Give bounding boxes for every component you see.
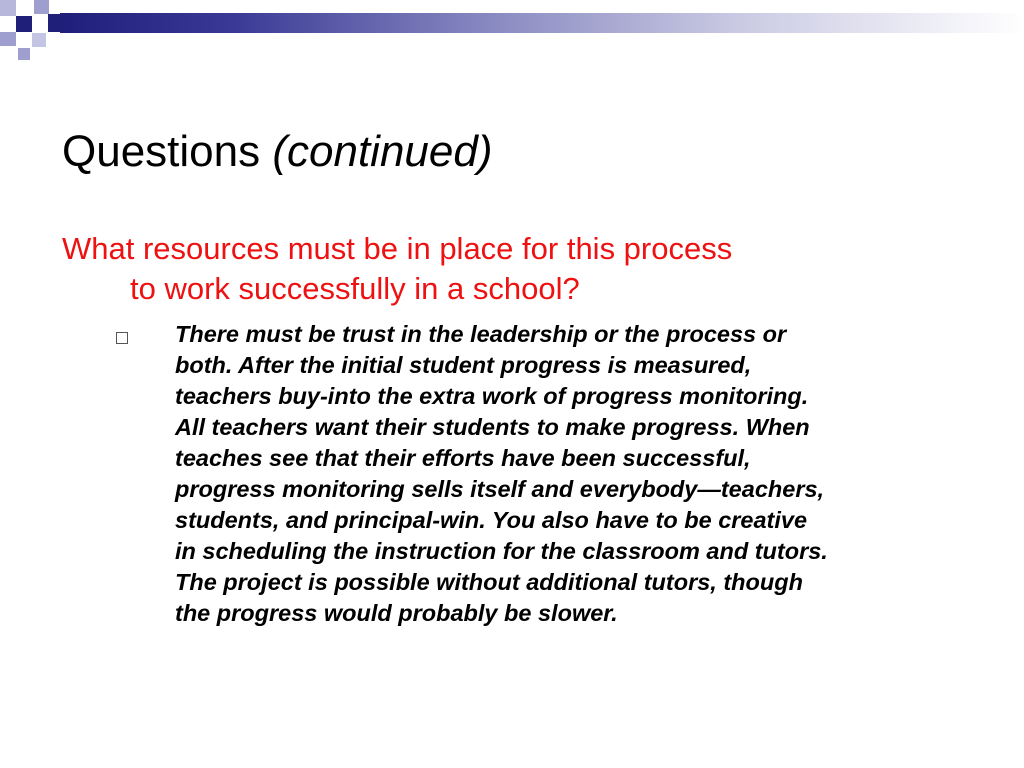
decor-square: [34, 0, 49, 14]
answer-text: [175, 319, 975, 629]
question-line-2: to work successfully in a school?: [130, 271, 580, 306]
decor-square: [0, 0, 16, 16]
answer-line: There must be trust in the leadership or the process or: [175, 321, 787, 347]
decor-square: [32, 33, 46, 47]
hollow-square-bullet-icon: [116, 332, 128, 344]
question-text: [62, 229, 962, 309]
answer-line: teachers buy-into the extra work of progress monitoring.: [175, 383, 809, 409]
answer-line: both. After the initial student progress is measured,: [175, 352, 752, 378]
answer-line: progress monitoring sells itself and everybody—teachers,: [175, 476, 825, 502]
decor-square: [0, 32, 16, 46]
answer-line: in scheduling the instruction for the classroom and tutors.: [175, 538, 828, 564]
answer-line: the progress would probably be slower.: [175, 600, 618, 626]
answer-line: students, and principal-win. You also have to be creative: [175, 507, 808, 533]
decor-square: [18, 48, 30, 60]
answer-line: The project is possible without additional tutors, though: [175, 569, 803, 595]
header-gradient-bar: [60, 13, 1024, 33]
slide-title-main: Questions: [62, 127, 261, 176]
decor-square: [48, 14, 60, 32]
question-line-1: What resources must be in place for this process: [62, 231, 733, 266]
slide-title: [62, 124, 492, 180]
decor-square: [16, 16, 32, 32]
slide-title-emphasis: (continued): [272, 127, 493, 176]
answer-line: teaches see that their efforts have been successful,: [175, 445, 751, 471]
answer-line: All teachers want their students to make progress. When: [175, 414, 810, 440]
